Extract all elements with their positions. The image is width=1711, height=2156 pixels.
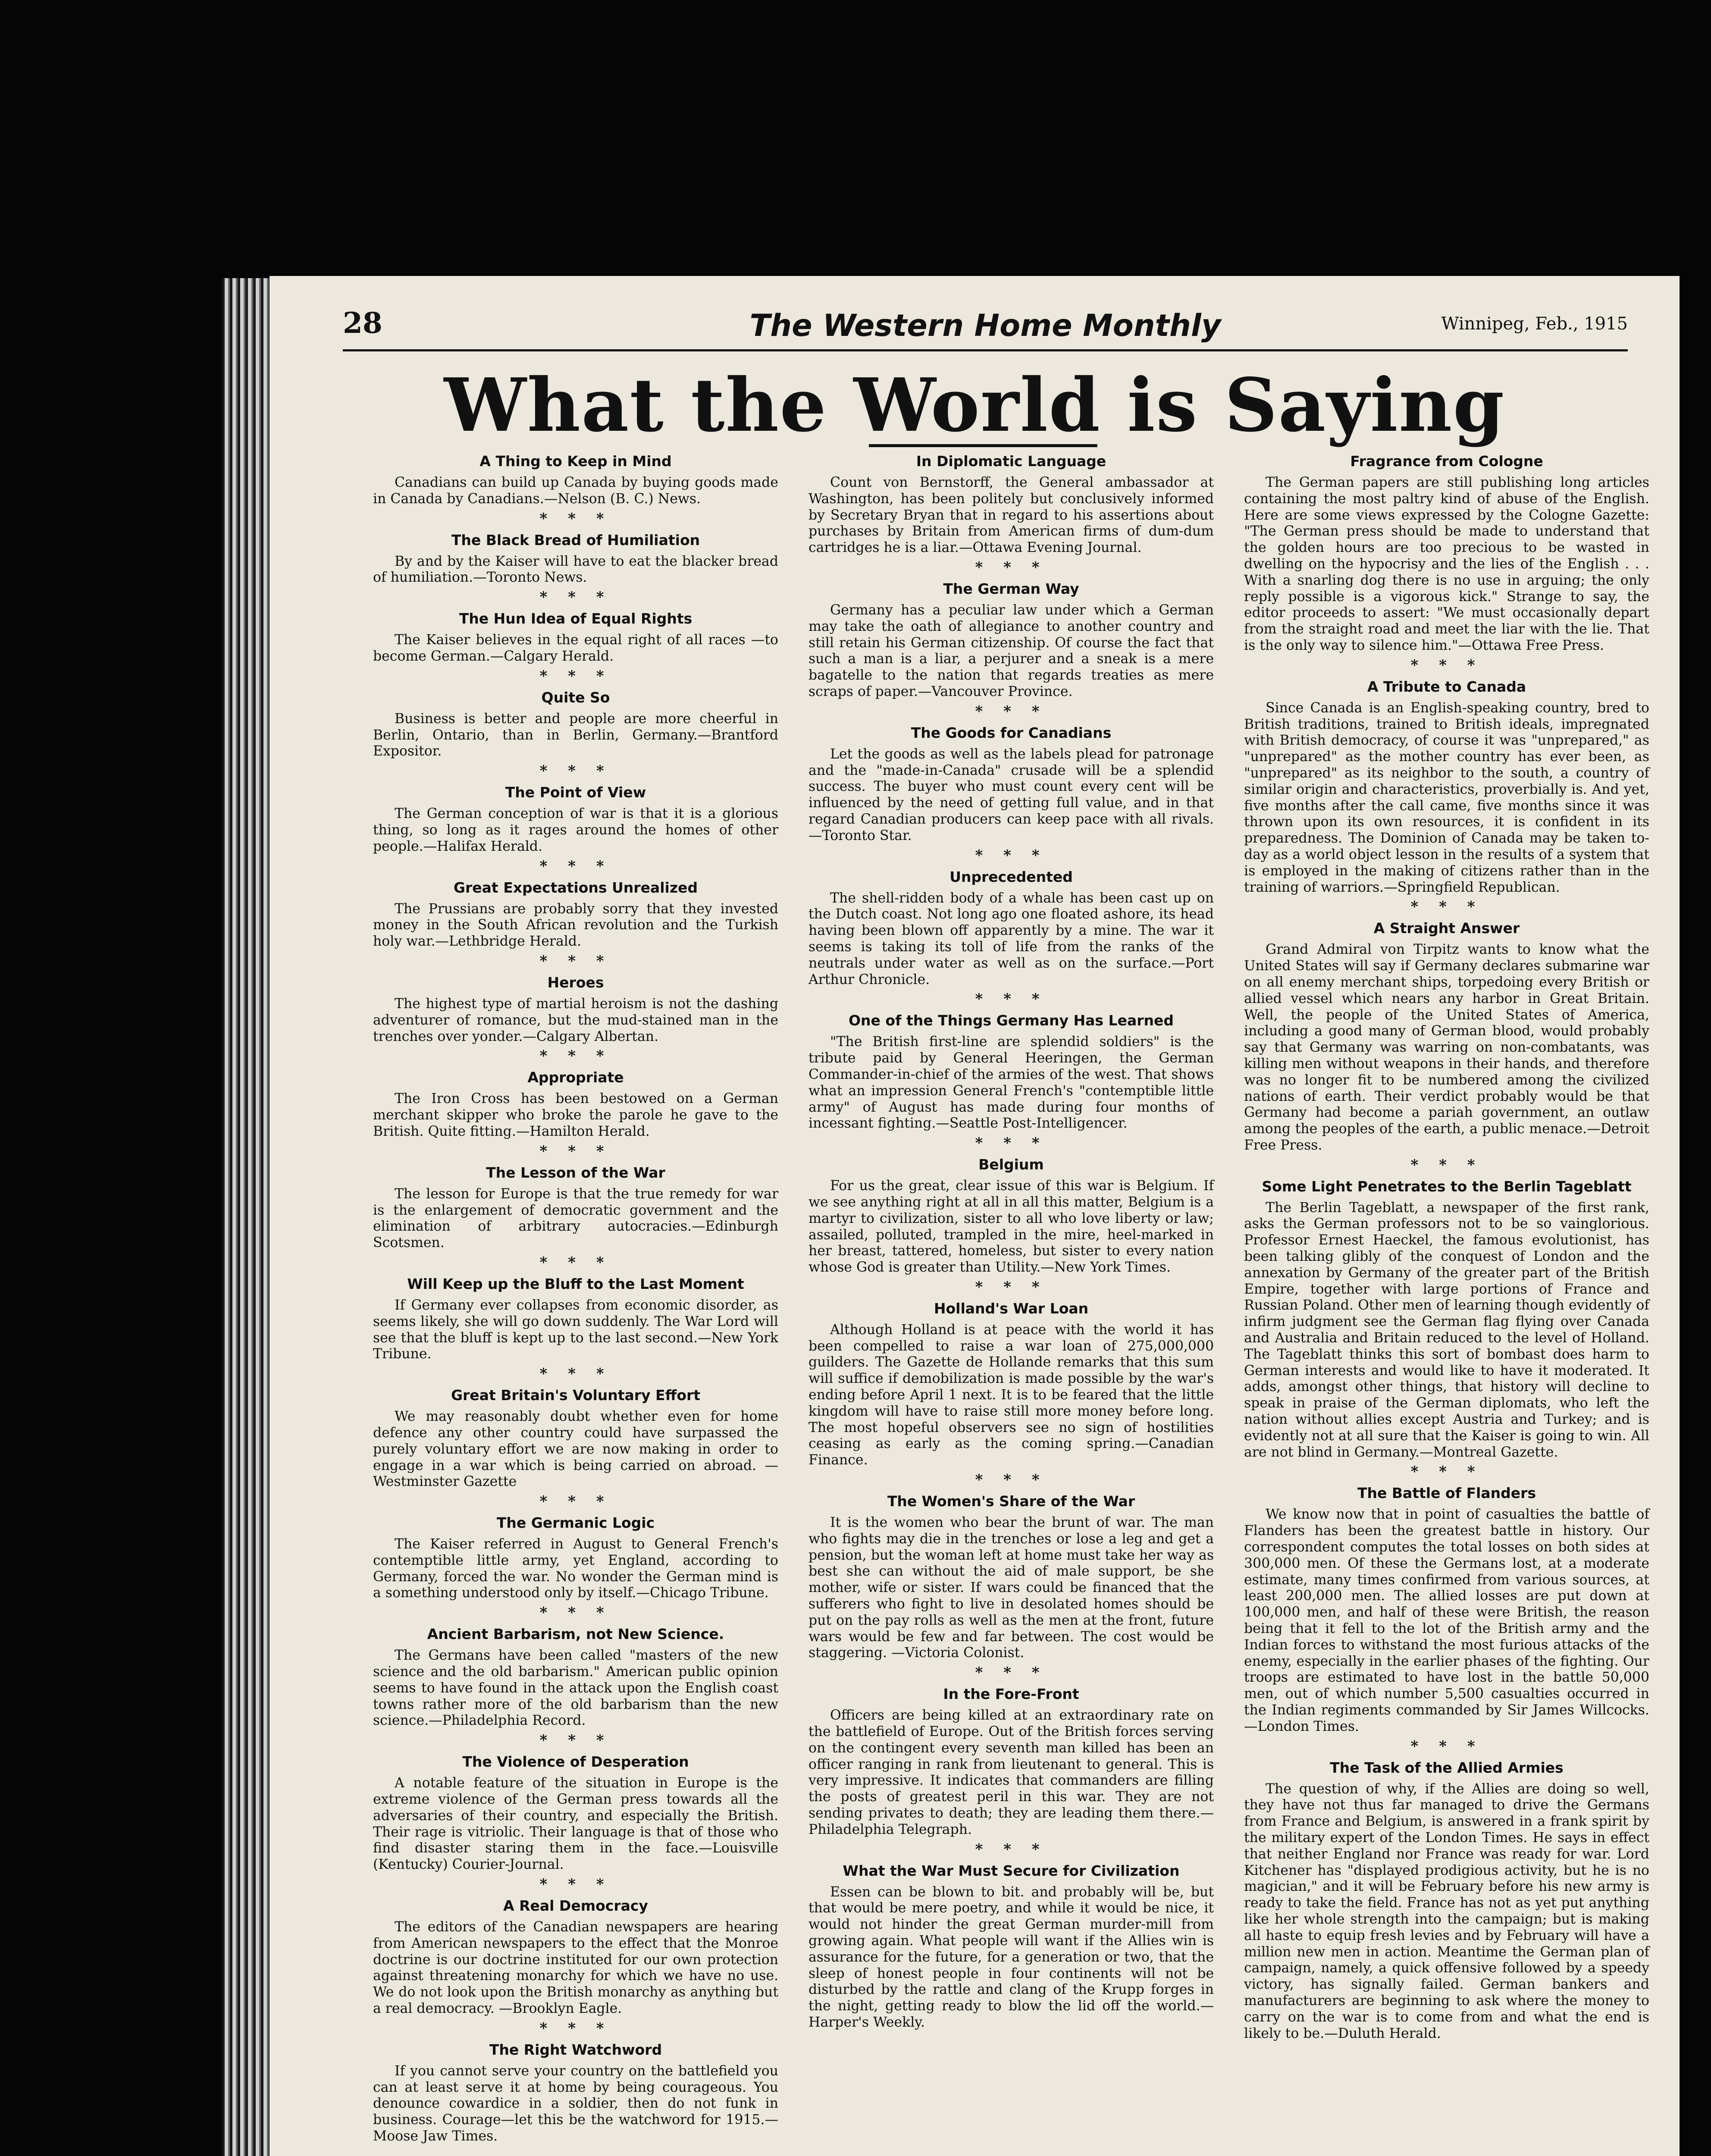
article (1244, 1178, 1649, 1461)
article-separator: * * * (975, 1278, 1047, 1296)
article (373, 453, 778, 508)
article-title: Will Keep up the Bluff to the Last Moment (407, 1275, 744, 1292)
article-title: The Violence of Desperation (462, 1753, 689, 1771)
article-title: A Thing to Keep in Mind (479, 453, 672, 470)
article (373, 784, 778, 855)
article (373, 1753, 778, 1873)
article-title: In Diplomatic Language (916, 453, 1106, 470)
dateline: Winnipeg, Feb., 1915 (1441, 314, 1628, 334)
article-separator: * * * (1410, 1463, 1483, 1481)
article (1244, 678, 1649, 896)
article-title: The Black Bread of Humiliation (451, 531, 700, 548)
article-text: A notable feature of the situation in Europe is the extreme violence of the German press towards all the adversaries of their country, and especially the British. Their rage is vitriolic. Their language is that of those who find disaster staring them in the face.—Louisville (Kentucky) Courier-Journal. (373, 1775, 778, 1873)
book-spine-edge (222, 278, 274, 2156)
column-3 (1244, 453, 1649, 2042)
article-text: We may reasonably doubt whether even for home defence any other country could have surpassed the purely voluntary effort we are now making in order to engage in a war which is being carried on abroad. —Westminster Gazette (373, 1409, 778, 1490)
article-text: Count von Bernstorff, the General ambassador at Washington, has been politely but conclusively informed by Secretary Bryan that in regard to his assertions about purchases by Britain from American firms of dum-dum cartridges he is a liar.—Ottawa Evening Journal. (808, 475, 1214, 556)
article-text: The Kaiser referred in August to General French's contemptible little army, yet England, according to Germany, forced the war. No wonder the German mind is a something understood only by itself.—Chicago Tribune. (373, 1536, 778, 1601)
article-text: The Germans have been called "masters of the new science and the old barbarism." American public opinion seems to have found in the attack upon the English coast towns rather more of the old barbarism than the new science.—Philadelphia Record. (373, 1648, 778, 1729)
article-text: The Berlin Tageblatt, a newspaper of the first rank, asks the German professors not to be so vainglorious. Professor Ernest Haeckel, the famous evolutionist, has been talking glibly of the conquest of London and the annexation by Germany of the greater part of the British Empire, together with large portions of France and Russian Poland. Other men of learning though evidently of infirm judgment see the German flag flying over Canada and Australia and Britain reduced to the level of Holland. The Tageblatt thinks this sort of bombast does harm to German interests and would like to have it moderated. It adds, amongst other things, that history will decline to speak in praise of the German diplomats, who left the nation without allies except Austria and Turkey; and is evidently not at all sure that the Kaiser is going to win. All are not blind in Germany.—Montreal Gazette. (1244, 1200, 1649, 1460)
page-header (343, 306, 1628, 351)
article-title: The Lesson of the War (486, 1164, 665, 1181)
article-text: Grand Admiral von Tirpitz wants to know what the United States will say if Germany declares submarine war on all enemy merchant ships, torpedoing every British or allied vessel which nears any harbor in Great Britain. Well, the people of the United States of America, including a good many of German blood, would probably say that Germany was warring on non-combatants, was killing men without weapons in their hands, and therefore was no longer fit to be numbered among the civilized nations of earth. Their verdict probably would be that Germany had become a pariah government, an outlaw among the peoples of the earth, a public menace.—Detroit Free Press. (1244, 942, 1649, 1153)
article (373, 879, 778, 950)
article-title: A Tribute to Canada (1367, 678, 1526, 695)
article-separator: * * * (975, 990, 1047, 1008)
article-text: For us the great, clear issue of this war is Belgium. If we see anything right at all in all this matter, Belgium is a martyr to civilization, sister to all who love liberty or law; assailed, polluted, trampled in the mire, heel-marked in her breast, tattered, homeless, but sister to every nation whose God is greater than Utility.—New York Times. (808, 1178, 1214, 1275)
article (808, 1862, 1214, 2031)
article-text: "The British first-line are splendid soldiers" is the tribute paid by General Heeringen, the German Commander-in-chief of the armies of the west. That shows what an impression General French's "contemptible little army" of August has made during four months of incessant fighting.—Seattle Post-Intelligencer. (808, 1034, 1214, 1131)
article-separator: * * * (539, 1732, 612, 1749)
article (373, 1069, 778, 1140)
article-text: We know now that in point of casualties the battle of Flanders has been the greatest battle in history. Our correspondent computes the total losses on both sides at 300,000 men. Of these the Germans lost, at a moderate estimate, many times confirmed from various sources, at least 200,000 men. The allied losses are put down at 100,000 men, and half of these were British, the reason being that it fell to the lot of the British army and the Indian forces to withstand the most furious attacks of the enemy, especially in the earlier phases of the fighting. Our troops are estimated to have lost in the battle 50,000 men, out of which number 5,500 casualties occurred in the Indian regiments commanded by Sir James Willcocks.—London Times. (1244, 1507, 1649, 1734)
magazine-page (269, 276, 1680, 2156)
article-separator: * * * (539, 589, 612, 606)
article-separator: * * * (539, 1876, 612, 1893)
article (373, 1164, 778, 1251)
article-separator: * * * (975, 1471, 1047, 1489)
article-separator: * * * (539, 952, 612, 970)
article-title: The Goods for Canadians (911, 724, 1112, 741)
article (373, 1387, 778, 1490)
article-title: The Hun Idea of Equal Rights (459, 610, 693, 627)
article (808, 1156, 1214, 1276)
article-title: Great Expectations Unrealized (453, 879, 698, 896)
article (808, 1012, 1214, 1132)
article-text: The Prussians are probably sorry that they invested money in the South African revolution and the Turkish holy war.—Lethbridge Herald. (373, 901, 778, 950)
article-title: Some Light Penetrates to the Berlin Tageblatt (1262, 1178, 1632, 1195)
article (808, 1686, 1214, 1838)
article (373, 1897, 778, 2017)
article (808, 453, 1214, 556)
article-text: By and by the Kaiser will have to eat the blacker bread of humiliation.—Toronto News. (373, 553, 778, 586)
article-title: A Straight Answer (1373, 920, 1520, 937)
article-title: In the Fore-Front (943, 1686, 1079, 1703)
article-title: Fragrance from Cologne (1350, 453, 1543, 470)
article-title: What the War Must Secure for Civilization (843, 1862, 1180, 1879)
article-title: The Task of the Allied Armies (1330, 1759, 1564, 1776)
article-separator: * * * (539, 762, 612, 780)
article-title: The Germanic Logic (496, 1514, 655, 1532)
article-title: Great Britain's Voluntary Effort (451, 1387, 701, 1404)
article-separator: * * * (539, 667, 612, 685)
article-text: If you cannot serve your country on the battlefield you can at least serve it at home by being courageous. You denounce cowardice in a soldier, then do not funk in business. Courage—let this be the watchword for 1915.—Moose Jaw Times. (373, 2063, 778, 2144)
page-title: What the World is Saying (444, 362, 1505, 448)
article-separator: * * * (539, 1047, 612, 1065)
article-separator: * * * (539, 510, 612, 527)
article-text: The editors of the Canadian newspapers are hearing from American newspapers to the effect that the Monroe doctrine is our doctrine instituted for our own protection against threatening monarchy for which we have no use. We do not look upon the British monarchy as anything but a real democracy. —Brooklyn Eagle. (373, 1919, 778, 2017)
article-separator: * * * (539, 1142, 612, 1160)
article (373, 689, 778, 760)
magazine-title: The Western Home Monthly (749, 308, 1221, 343)
article-separator: * * * (975, 846, 1047, 864)
article-separator: * * * (539, 857, 612, 875)
article (373, 974, 778, 1045)
article (1244, 453, 1649, 654)
article-text: If Germany ever collapses from economic disorder, as seems likely, she will go down suddenly. The War Lord will see that the bluff is kept up to the last second.—New York Tribune. (373, 1297, 778, 1362)
article (1244, 1485, 1649, 1735)
article-text: The Iron Cross has been bestowed on a German merchant skipper who broke the parole he gave to the British. Quite fitting.—Hamilton Herald. (373, 1091, 778, 1139)
article-text: Germany has a peculiar law under which a German may take the oath of allegiance to another country and still retain his German citizenship. Of course the fact that such a man is a liar, a perjurer and a sneak is a mere bagatelle to the nation that regards treaties as mere scraps of paper.—Vancouver Province. (808, 602, 1214, 699)
title-rule (869, 444, 1097, 447)
article (1244, 1759, 1649, 2042)
article-title: The Right Watchword (489, 2041, 662, 2058)
article-separator: * * * (539, 1493, 612, 1510)
article (373, 2041, 778, 2145)
article-separator: * * * (975, 1840, 1047, 1858)
article-title: The Women's Share of the War (887, 1493, 1135, 1510)
article-separator: * * * (1410, 1156, 1483, 1174)
article-title: A Real Democracy (503, 1897, 648, 1915)
article-text: The shell-ridden body of a whale has been cast up on the Dutch coast. Not long ago one floated ashore, its head having been blown off apparently by a mine. The war it seems is taking its toll of life from the ranks of the neutrals under water as well as on the surface.—Port Arthur Chronicle. (808, 890, 1214, 987)
column-1 (373, 453, 778, 2145)
article-text: Let the goods as well as the labels plead for patronage and the "made-in-Canada" crusade will be a splendid success. The buyer who must count every cent will be influenced by the need of getting full value, and in that regard Canadian producers can keep pace with all rivals.—Toronto Star. (808, 746, 1214, 843)
article-text: The highest type of martial heroism is not the dashing adventurer of romance, but the mud-stained man in the trenches over yonder.—Calgary Albertan. (373, 996, 778, 1044)
article-title: Ancient Barbarism, not New Science. (427, 1626, 724, 1643)
article-separator: * * * (539, 1365, 612, 1383)
article-separator: * * * (975, 702, 1047, 720)
article (373, 1626, 778, 1729)
article-text: Essen can be blown to bit. and probably will be, but that would be mere poetry, and while it would be nice, it would not hinder the great German murder-mill from growing again. What people will want if the Allies win is assurance for the future, for a generation or two, that the sleep of honest people in four continents will not be disturbed by the rattle and clang of the Krupp forges in the night, getting ready to blow the lid off the world.—Harper's Weekly. (808, 1884, 1214, 2030)
article-text: The German papers are still publishing long articles containing the most paltry kind of abuse of the English. Here are some views expressed by the Cologne Gazette: "The German press should be made to understand that the golden hours are too precious to be wasted in dwelling on the hypocrisy and the lies of the English . . . With a snarling dog there is no use in arguing; the only reply possible is a vigorous kick." Strange to say, the editor proceeds to assert: "We must occasionally depart from the straight road and meet the liar with the lie. That is the only way to silence him."—Ottawa Free Press. (1244, 475, 1649, 653)
article-text: The lesson for Europe is that the true remedy for war is the enlargement of democratic government and the elimination of arbitrary autocracies.—Edinburgh Scotsmen. (373, 1186, 778, 1251)
article-text: Canadians can build up Canada by buying goods made in Canada by Canadians.—Nelson (B. C.) News. (373, 475, 778, 507)
article-text: The question of why, if the Allies are doing so well, they have not thus far managed to drive the Germans from France and Belgium, is answered in a frank spirit by the military expert of the London Times. He says in effect that neither England nor France was ready for war. Lord Kitchener has "displayed prodigious activity, but he is no magician," and it will be February before his new army is ready to take the field. France has not as yet put anything like her whole strength into the campaign; but is making all haste to equip fresh levies and by February will have a million new men in action. Meantime the German plan of campaign, namely, a quick offensive followed by a speedy victory, has signally failed. German bankers and manufacturers are beginning to ask where the money to carry on the war is to come from and what the end is likely to be.—Duluth Herald. (1244, 1781, 1649, 2041)
article-separator: * * * (975, 558, 1047, 576)
article (373, 610, 778, 665)
article-title: Belgium (978, 1156, 1044, 1173)
article (808, 868, 1214, 988)
article-text: Since Canada is an English-speaking country, bred to British traditions, trained to British ideals, impregnated with British democracy, of course it was "unprepared," as "unprepared" as the mother country has ever been, as "unprepared" as its neighbor to the south, a country of similar origin and characteristics, proverbially is. And yet, five months after the call came, five months since it was thrown upon its own resources, it is confident in its preparedness. The Dominion of Canada may be taken to-day as a world object lesson in the results of a system that is employed in the making of citizens rather than in the training of warriors.—Springfield Republican. (1244, 700, 1649, 895)
article-text: The German conception of war is that it is a glorious thing, so long as it rages around the homes of other people.—Halifax Herald. (373, 806, 778, 854)
article (373, 1514, 778, 1601)
article-separator: * * * (539, 2019, 612, 2037)
article-title: Holland's War Loan (934, 1300, 1089, 1317)
article (373, 532, 778, 586)
article-title: The Battle of Flanders (1357, 1485, 1536, 1502)
article-text: The Kaiser believes in the equal right of all races —to become German.—Calgary Herald. (373, 632, 778, 664)
article-separator: * * * (975, 1664, 1047, 1682)
page-number: 28 (343, 306, 382, 340)
article-text: It is the women who bear the brunt of war. The man who fights may die in the trenches or lose a leg and get a pension, but the woman left at home must take her way as best she can without the aid of male support, be she mother, wife or sister. If wars could be financed that the sufferers who fight to live in desolated homes should be put on the pay rolls as well as the men at the front, future wars would be few and far between. The cost would be staggering. —Victoria Colonist. (808, 1515, 1214, 1661)
article (808, 1493, 1214, 1661)
article-text: Officers are being killed at an extraordinary rate on the battlefield of Europe. Out of the British forces serving on the contingent every seventh man killed has been an officer ranging in rank from lieutenant to general. This is very impressive. It indicates that commanders are filling the posts of greatest peril in this war. They are not sending privates to death; they are leading them there.—Philadelphia Telegraph. (808, 1708, 1214, 1837)
column-2 (808, 453, 1214, 2031)
article-separator: * * * (975, 1134, 1047, 1152)
article-title: Appropriate (527, 1069, 624, 1086)
article-title: Heroes (547, 974, 604, 991)
article (373, 1275, 778, 1363)
article-separator: * * * (1410, 656, 1483, 674)
article (808, 724, 1214, 844)
article-text: Although Holland is at peace with the world it has been compelled to raise a war loan of 275,000,000 guilders. The Gazette de Hollande remarks that this sum will suffice if demobilization is made possible by the war's ending before April 1 next. It is to be feared that the little kingdom will have to raise still more money before long. The most hopeful observers see no sign of hostilities ceasing as early as the coming spring.—Canadian Finance. (808, 1322, 1214, 1468)
article (808, 1300, 1214, 1469)
article-separator: * * * (539, 1604, 612, 1622)
article-text: Business is better and people are more cheerful in Berlin, Ontario, than in Berlin, Germany.—Brantford Expositor. (373, 711, 778, 759)
article (808, 580, 1214, 700)
article-title: Quite So (541, 689, 610, 706)
article-title: The Point of View (505, 784, 646, 801)
article (1244, 920, 1649, 1153)
article-title: The German Way (943, 580, 1079, 597)
article-title: Unprecedented (950, 868, 1073, 885)
article-separator: * * * (1410, 898, 1483, 916)
article-title: One of the Things Germany Has Learned (849, 1012, 1174, 1029)
article-separator: * * * (539, 1253, 612, 1271)
article-separator: * * * (1410, 1737, 1483, 1755)
